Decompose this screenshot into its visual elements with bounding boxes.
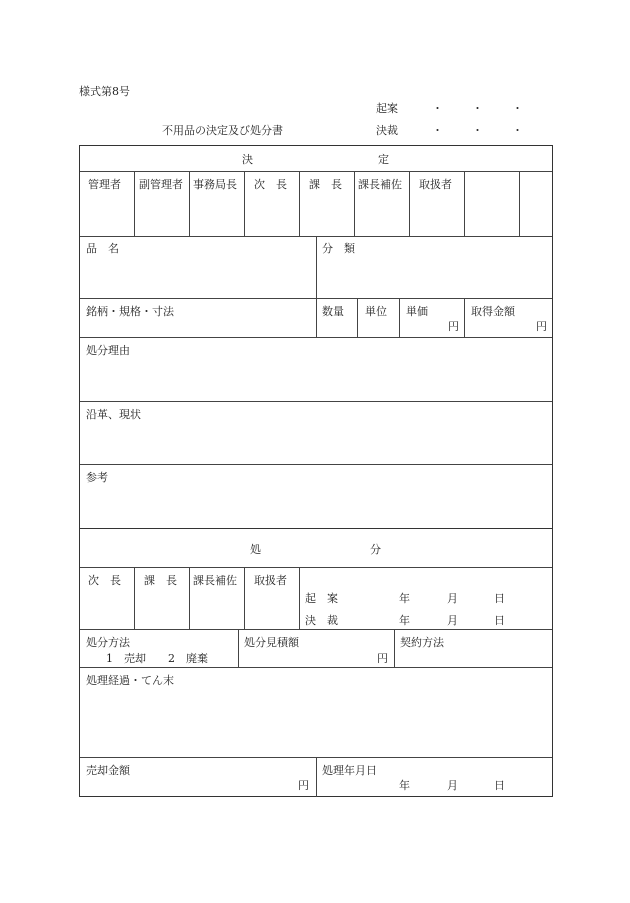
yen-unit: 円 <box>536 320 547 333</box>
divider <box>299 567 300 629</box>
day-label: 日 <box>494 592 505 605</box>
divider <box>409 171 410 236</box>
divider <box>244 567 245 629</box>
divider <box>80 528 552 529</box>
divider <box>80 567 552 568</box>
disposal-method-options: 1 売却 2 廃棄 <box>106 652 208 665</box>
disposal-method-label: 処分方法 <box>86 636 130 649</box>
approval-dot: ・ <box>472 102 483 115</box>
year-label: 年 <box>399 614 410 627</box>
divider <box>316 757 317 797</box>
divider <box>80 298 552 299</box>
approver-label: 副管理者 <box>139 178 183 191</box>
yen-unit: 円 <box>298 779 309 792</box>
item-name-label: 品 名 <box>86 242 119 255</box>
divider <box>80 667 552 668</box>
approval-dot: ・ <box>472 124 483 137</box>
disposal-header-left: 処 <box>250 543 261 556</box>
approval-dot: ・ <box>512 102 523 115</box>
divider <box>394 629 395 667</box>
divider <box>299 171 300 236</box>
divider <box>464 298 465 337</box>
year-label: 年 <box>399 592 410 605</box>
approver-label: 次 長 <box>254 178 287 191</box>
divider <box>316 236 317 337</box>
approval-kian-label: 起案 <box>376 102 398 115</box>
form-title: 不用品の決定及び処分書 <box>162 124 283 137</box>
approver-label: 課 長 <box>144 574 177 587</box>
unit-label: 単位 <box>365 305 387 318</box>
history-status-label: 沿革、現状 <box>86 408 141 421</box>
divider <box>464 171 465 236</box>
reference-label: 参考 <box>86 471 108 484</box>
kian-label: 起 案 <box>305 592 338 605</box>
kessai-label: 決 裁 <box>305 614 338 627</box>
divider <box>80 337 552 338</box>
month-label: 月 <box>447 592 458 605</box>
approval-dot: ・ <box>432 102 443 115</box>
divider <box>399 298 400 337</box>
divider <box>189 171 190 236</box>
approver-label: 課 長 <box>309 178 342 191</box>
divider <box>354 171 355 236</box>
divider <box>357 298 358 337</box>
day-label: 日 <box>494 779 505 792</box>
decision-header-left: 決 <box>242 153 253 166</box>
disposal-reason-label: 処分理由 <box>86 344 130 357</box>
approver-label: 管理者 <box>88 178 121 191</box>
month-label: 月 <box>447 779 458 792</box>
divider <box>238 629 239 667</box>
sale-amount-label: 売却金額 <box>86 764 130 777</box>
category-label: 分 類 <box>322 242 355 255</box>
divider <box>80 401 552 402</box>
month-label: 月 <box>447 614 458 627</box>
quantity-label: 数量 <box>322 305 344 318</box>
divider <box>244 171 245 236</box>
decision-header-right: 定 <box>378 153 389 166</box>
divider <box>134 567 135 629</box>
disposal-header-right: 分 <box>370 543 381 556</box>
yen-unit: 円 <box>448 320 459 333</box>
process-history-label: 処理経過・てん末 <box>86 674 174 687</box>
divider <box>189 567 190 629</box>
approver-label: 事務局長 <box>193 178 237 191</box>
estimate-amount-label: 処分見積額 <box>244 636 299 649</box>
process-date-label: 処理年月日 <box>322 764 377 777</box>
approver-label: 取扱者 <box>254 574 287 587</box>
approval-dot: ・ <box>432 124 443 137</box>
approver-label: 取扱者 <box>419 178 452 191</box>
divider <box>80 629 552 630</box>
form-number: 様式第8号 <box>79 85 130 98</box>
day-label: 日 <box>494 614 505 627</box>
acquisition-amount-label: 取得金額 <box>471 305 515 318</box>
divider <box>80 171 552 172</box>
brand-spec-label: 銘柄・規格・寸法 <box>86 305 174 318</box>
approval-dot: ・ <box>512 124 523 137</box>
divider <box>80 464 552 465</box>
yen-unit: 円 <box>377 652 388 665</box>
approver-label: 課長補佐 <box>358 178 402 191</box>
year-label: 年 <box>399 779 410 792</box>
contract-method-label: 契約方法 <box>400 636 444 649</box>
unit-price-label: 単価 <box>406 305 428 318</box>
disposal-form <box>79 145 553 797</box>
divider <box>519 171 520 236</box>
divider <box>134 171 135 236</box>
approver-label: 課長補佐 <box>193 574 237 587</box>
approval-kessai-label: 決裁 <box>376 124 398 137</box>
approver-label: 次 長 <box>88 574 121 587</box>
